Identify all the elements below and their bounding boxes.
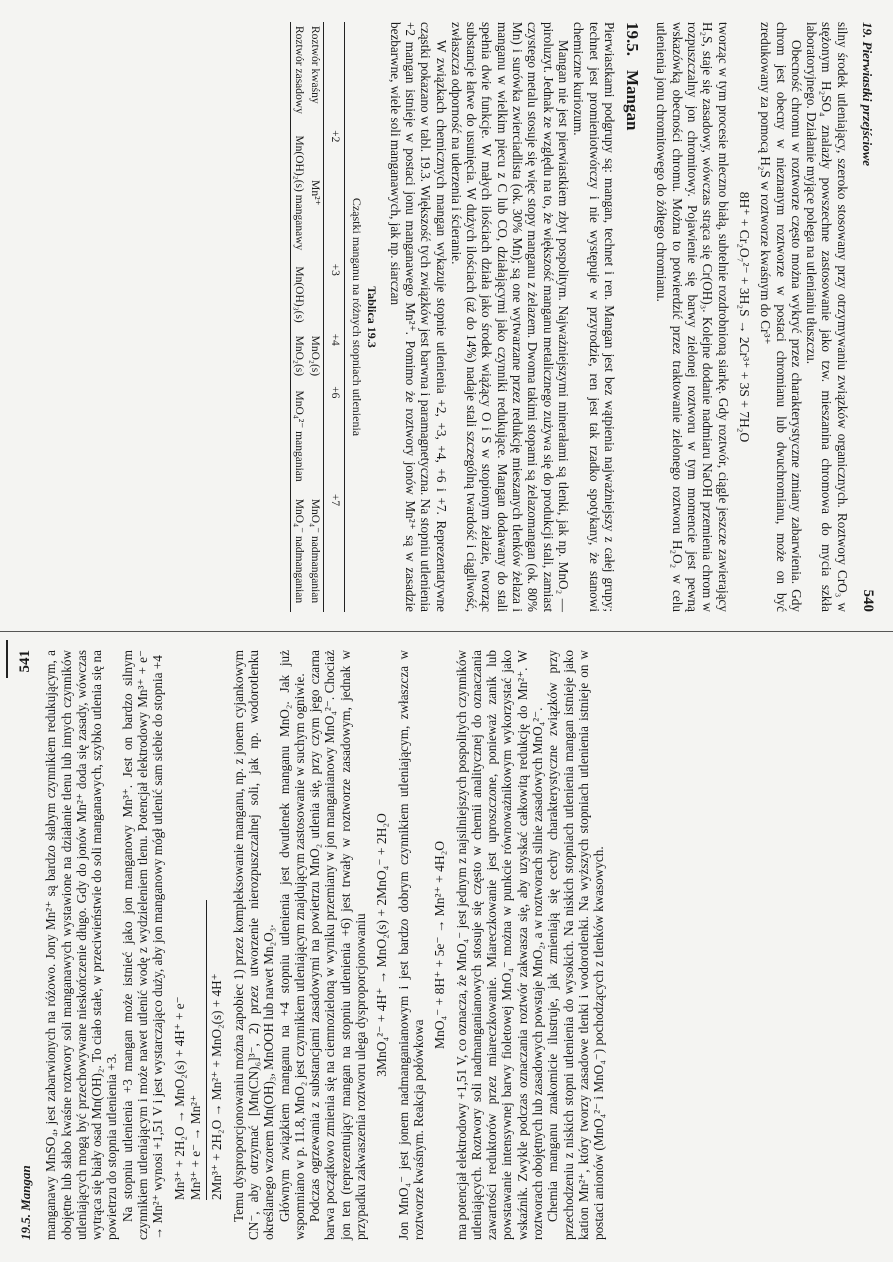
paragraph: Pierwiastkami podgrupy są: mangan, technet i ren. Mangan jest bez wątpienia najważniejszy z całej grupy; technet jest promieniotwórczy i nie występuje w przyrodzie, ren jest tak rzadko spotykany, że stanowi chemiczne kuriozum. <box>571 22 617 612</box>
chapter-title: 19. Pierwiastki przejściowe <box>860 22 875 167</box>
page-541 <box>18 650 878 1240</box>
table-caption <box>349 22 380 612</box>
page-540 <box>15 22 875 612</box>
equation: 3MnO₄²⁻ + 4H⁺ → MnO₂(s) + 2MnO₄⁻ + 2H₂O <box>374 813 390 1077</box>
page-number: 541 <box>17 650 33 673</box>
paragraph: tworząc w tym procesie mleczno białą, subtelnie rozdrobnioną siarkę. Gdy roztwór, ciągle jeszcze zawierający H₂S, staje się zasadowy, wówczas strąca się Cr(OH)₃. Kolejne dodanie nadmiaru NaOH przemienia chrom w rozpuszczalny jon chromitowy. Pojawienie się barwy zielonej roztworu w tym momencie jest pewną wskazówką obecności chromu. Można to potwierdzić przez traktowanie zielonego roztworu H₂O₂ w celu utlenienia jonu chromitowego do żółtego chromianu. <box>654 22 731 612</box>
table-header <box>324 22 344 126</box>
equation: Mn³⁺ + 2H₂O → MnO₂(s) + 4H⁺ + e⁻ <box>171 996 187 1200</box>
equation: 8H⁺ + Cr₂O₇²⁻ + 3H₂S → 2Cr³⁺ + 3S + 7H₂O <box>736 191 752 443</box>
table-subtitle: Cząstki manganu na różnych stopniach utlenienia <box>350 197 365 437</box>
equation: MnO₄⁻ + 8H⁺ + 5e⁻ → Mn²⁺ + 4H₂O <box>432 840 448 1050</box>
page-number: 540 <box>860 589 876 612</box>
section-number: 19.5. <box>623 22 643 56</box>
table-cell: Mn(OH)₃(s) <box>291 260 308 330</box>
table-cell: MnO₄²⁻ manganian <box>291 382 308 490</box>
paragraph: Mangan nie jest pierwiastkiem zbyt pospolitym. Najważniejszymi minerałami są tlenki, jak np. MnO₂ — piroluzyt. Jednak ze względu na to, że większość manganu metalicznego zużywa się do produkcji stali, zamiast czystego metalu stosuje się więc stopy manganu z żelazem. Dwoma takimi stopami są żelazomangan (ok. 80% Mn) i surówka zwierciadlista (ok. 30% Mn); są one wytwarzane przez redukcję mieszanych tlenków żelaza i manganu w wielkim piecu z C lub CO, działającymi jako czynniki redukujące. Mangan dodawany do stali spełnia dwie funkcje. W małych ilościach działa jako środek wiążący O i S w stopionym żelazie, tworząc substancje łatwe do usunięcia. W dużych ilościach (aż do 14%) nadaje stali szczególną twardość i ciągliwość, zwłaszcza odporność na uderzenia i ścieranie. <box>448 22 571 612</box>
section-heading <box>623 22 643 612</box>
oxidation-states-table <box>291 22 345 612</box>
page-541-area <box>0 631 893 1262</box>
table-cell: MnO₄⁻ nadmanganian <box>309 498 322 604</box>
table-row <box>308 22 325 612</box>
paragraph: manganawy MnSO₄, jest zabarwionych na różowo. Jony Mn²⁺ są bardzo słabym czynnikiem redukującym, a obojętne lub słabo kwaśne roztwory soli manganawych wystawione na działanie tlenu lub innych czynników utleniających mogą być przechowywane nieskończenie długo. Gdy do jonów Mn²⁺ doda się zasady, wówczas wytrąca się biały osad Mn(OH)₂. To ciało stałe, w przeciwieństwie do soli manganawych, szybko utlenia się na powietrzu do stopnia utlenienia +3. <box>43 650 120 1240</box>
paragraph: ma potencjał elektrodowy +1,51 V, co oznacza, że MnO₄⁻ jest jednym z najsilniejszych pospolitych czynników utleniających. Roztwory soli nadmanganianowych stosuje się często w chemii analitycznej do oznaczania zawartości reduktorów przez miareczkowanie. Miareczkowanie jest uproszczone, ponieważ zanik lub powstawanie intensywnej barwy fioletowej MnO₄⁻ można w punkcie równoważnikowym wykorzystać jako wskaźnik. Zwykle podczas oznaczania roztwór zakwasza się, aby uzyskać całkowitą redukcję do Mn²⁺. W roztworach obojętnych lub zasadowych powstaje MnO₂, a w roztworach silnie zasadowych MnO₄²⁻. <box>453 650 546 1240</box>
table-cell <box>308 382 325 490</box>
table-header-row <box>324 22 344 612</box>
paragraph: Jon MnO₄⁻ jest jonem nadmanganianowym i jest bardzo dobrym czynnikiem utleniającym, zwłaszcza w roztworze kwaśnym. Reakcja połówkowa <box>395 650 426 1240</box>
equation: Mn³⁺ + e⁻ → Mn²⁺ <box>187 1094 203 1200</box>
table-header: +4 <box>324 330 344 383</box>
table-cell: Mn²⁺ <box>309 180 322 206</box>
page-header <box>18 650 33 1240</box>
table-cell: Mn(OH)₂(s) manganawy <box>291 126 308 259</box>
table-title: Tablica 19.3 <box>365 286 380 348</box>
table-cell: MnO₂(s) <box>309 335 322 377</box>
paragraph: Głównym związkiem manganu na +4 stopniu utlenienia jest dwutlenek manganu MnO₂. Jak już wspomniano w p. 11.8, MnO₂ jest czynnikiem utleniającym znajdującym zastosowanie w suchym ogniwie. <box>276 650 307 1240</box>
paragraph: Na stopniu utlenienia +3 mangan może istnieć jako jon manganowy Mn³⁺. Jest on bardzo silnym czynnikiem utleniającym i może nawet utlenić wodę z wydzieleniem tlenu. Potencjał elektrodowy Mn³⁺ + e⁻ → Mn²⁺ wynosi +1,51 V i jest wystarczająco duży, aby jon manganowy mógł utlenić sam siebie do stopnia +4 <box>119 650 166 1240</box>
paragraph: Chemia manganu znakomicie ilustruje, jak zmieniają się cechy charakterystyczne związków przy przechodzeniu z niskich stopni utlenienia do wysokich. Na niskich stopniach utlenienia mangan istnieje jako kation Mn²⁺, który tworzy zasadowe tlenki i wodorotlenki. Na wyższych stopniach utlenienia istnieje on w postaci anionów (MnO₄²⁻ i MnO₄⁻) pochodzących z tlenków kwasowych. <box>545 650 607 1240</box>
table-cell: Roztwór zasadowy <box>291 22 308 126</box>
equation-block <box>172 650 225 1200</box>
paragraph: Obecność chromu w roztworze często można wykryć przez charakterystyczne zmiany zabarwienia. Gdy chrom jest obecny w nieznanym roztworze w postaci chromianu lub dwuchromianu, może on być zredukowany za pomocą H₂S w roztworze kwaśnym do Cr³⁺ <box>758 22 804 612</box>
page-header <box>860 22 875 612</box>
table-cell: MnO₂(s) <box>291 330 308 383</box>
paragraph: silny środek utleniający, szeroko stosowany przy otrzymywaniu związków organicznych. Roztwory CrO₃ w stężonym H₂SO₄ znalazły powszechne zastosowanie jako tzw. mieszanina chromowa do mycia szkła laboratoryjnego. Działanie myjące polega na utlenianiu tłuszczu. <box>804 22 850 612</box>
table-header: +7 <box>324 490 344 612</box>
paragraph: W związkach chemicznych mangan wykazuje stopnie utlenienia +2, +3, +4, +6 i +7. Reprezentatywne cząstki pokazano w tabl. 19.3. Większość tych związków jest barwna i paramagnetyczna. Na stopniu utlenienia +2 mangan istnieje w postaci jonu manganawego Mn²⁺. Pomimo że roztwory jonów Mn²⁺ są w zasadzie bezbarwne, wiele soli manganawych, jak np. siarczan <box>387 22 449 612</box>
table-header: +3 <box>324 260 344 330</box>
table-cell <box>308 260 325 330</box>
table-cell: MnO₄⁻ nadmanganian <box>291 490 308 612</box>
equation-rule <box>206 900 207 1200</box>
equation: 2Mn³⁺ + 2H₂O → Mn²⁺ + MnO₂(s) + 4H⁺ <box>208 973 224 1200</box>
paragraph: Temu dysproporcjonowaniu można zapobiec 1) przez kompleksowanie manganu, np. z jonem cyjankowym CN⁻, aby otrzymać [Mn(CN)₆]³⁻, 2) przez utworzenie nierozpuszczalnej soli, jak np. wodorotlenku określanego wzorem Mn(OH)₃, MnOOH lub nawet Mn₂O₃. <box>230 650 277 1240</box>
table-header: +6 <box>324 382 344 490</box>
paragraph: Podczas ogrzewania z substancjami zasadowymi na powietrzu MnO₂ utlenia się, przy czym jego czarna barwa początkowo zmienia się na ciemnozieloną w wyniku przemiany w jon manganianowy MnO₄²⁻. Chociaż jon ten (reprezentujący mangan na stopniu utlenienia +6) jest trwały w roztworze zasadowym, jednak w przypadku zakwaszenia roztworu ulega dysproporcjonowaniu <box>307 650 369 1240</box>
table-row <box>291 22 308 612</box>
table-header: +2 <box>324 126 344 259</box>
chapter-title: 19.5. Mangan <box>18 1165 33 1240</box>
section-title: Mangan <box>623 70 643 131</box>
table-cell: Roztwór kwaśny <box>309 26 322 104</box>
